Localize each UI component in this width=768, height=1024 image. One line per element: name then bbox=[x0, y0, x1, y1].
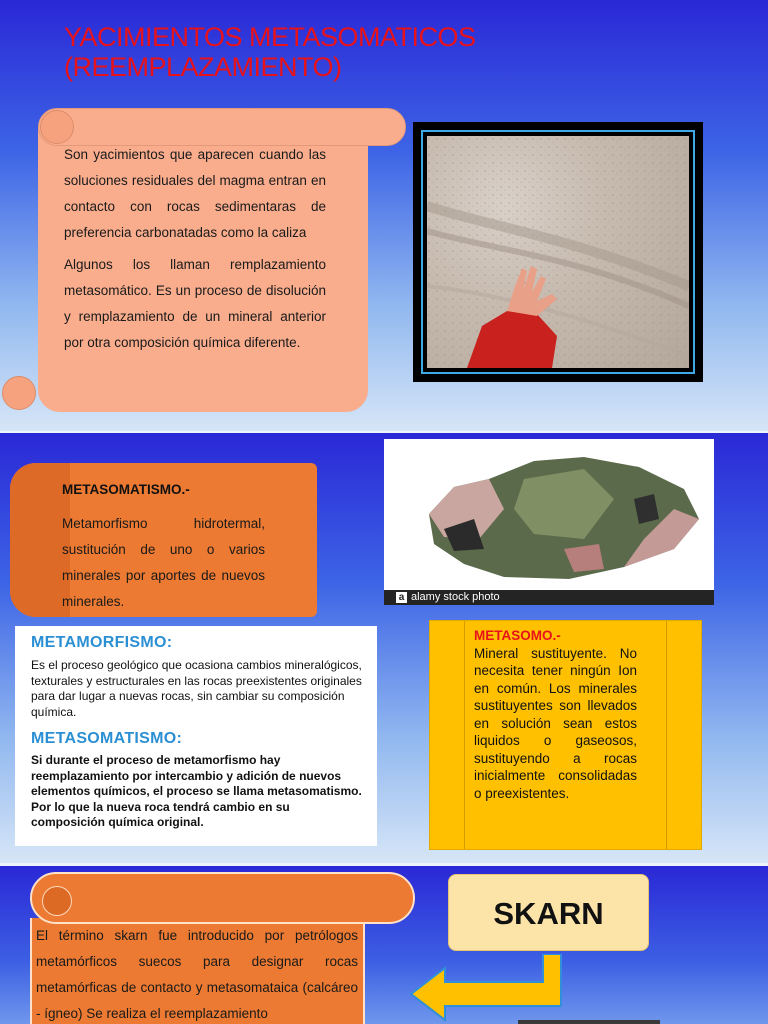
metasomatismo-text: Metamorfismo hidrotermal, sustitución de uno o varios minerales por aportes de nuevos minerales. bbox=[62, 516, 265, 609]
metasomatismo-heading: METASOMATISMO.- bbox=[62, 482, 190, 497]
card-tab bbox=[10, 463, 70, 617]
rock-with-hand-photo bbox=[427, 136, 689, 368]
alamy-logo-icon: a bbox=[396, 592, 407, 603]
slide-skarn bbox=[0, 866, 768, 1024]
metasomo-text: Mineral sustituyente. No necesita tener ningún Ion en común. Los minerales sustituyentes son llevados en solución sean estos liquidos o gaseosos, sustituyendo a rocas inicialmente consolidadas o preexistentes. bbox=[474, 645, 637, 801]
metasomo-title: METASOMO.- bbox=[474, 628, 561, 643]
photo-illustration bbox=[427, 136, 689, 368]
metamorfismo-heading: METAMORFISMO: bbox=[31, 634, 173, 651]
slide-yacimientos bbox=[0, 0, 768, 432]
metamorfismo-definition: Es el proceso geológico que ocasiona cambios mineralógicos, texturales y estructurales en las rocas preexistentes originales para dar lugar a nuevas rocas, sin cambiar su composición química. bbox=[31, 658, 362, 719]
definitions-box bbox=[15, 626, 377, 846]
metasomatismo-def-heading: METASOMATISMO: bbox=[31, 730, 183, 747]
table-column-left bbox=[430, 621, 465, 849]
scroll-banner-top bbox=[30, 872, 415, 924]
mineral-rock-photo bbox=[384, 439, 714, 605]
scroll-curl-bottom bbox=[2, 376, 36, 410]
paragraph-1: Son yacimientos que aparecen cuando las soluciones residuales del magma entran en contacto con rocas sedimentaras de preferencia carbonatadas como la caliza bbox=[64, 147, 326, 240]
scroll-text bbox=[64, 142, 326, 356]
skarn-paragraph: El término skarn fue introducido por petrólogos metamórficos suecos para designar rocas metamórficas de contacto y metasomataica (calcáreo - ígneo) Se realiza el reemplazamiento bbox=[36, 928, 358, 1021]
rock-illustration bbox=[384, 439, 714, 590]
photo-edge bbox=[518, 1020, 660, 1024]
table-column-right bbox=[666, 621, 701, 849]
metasomo-table bbox=[429, 620, 702, 850]
scroll-curl bbox=[42, 886, 72, 916]
metasomatismo-definition: Si durante el proceso de metamorfismo hay reemplazamiento por intercambio y adición de nuevos elementos químicos, el proceso se llama metasomatismo. Por lo que la nueva roca tendrá cambio en su composición química original. bbox=[31, 753, 362, 829]
watermark-bar bbox=[384, 590, 714, 605]
skarn-label: SKARN bbox=[448, 874, 649, 951]
metasomo-cell bbox=[474, 627, 637, 802]
bent-arrow-left-icon bbox=[405, 954, 565, 1024]
scroll-curl-top bbox=[40, 110, 74, 144]
slide-metasomatismo bbox=[0, 433, 768, 863]
watermark-text: alamy stock photo bbox=[411, 591, 500, 603]
scroll-banner-top bbox=[38, 108, 406, 146]
title-line-1: YACIMIENTOS METASOMATICOS bbox=[64, 22, 476, 52]
title-line-2: (REEMPLAZAMIENTO) bbox=[64, 52, 342, 82]
slide-title bbox=[64, 22, 476, 82]
skarn-text-block bbox=[36, 923, 358, 1024]
paragraph-2: Algunos los llaman remplazamiento metasomático. Es un proceso de disolución y remplazamiento de un mineral anterior por otra composición química diferente. bbox=[64, 257, 326, 350]
